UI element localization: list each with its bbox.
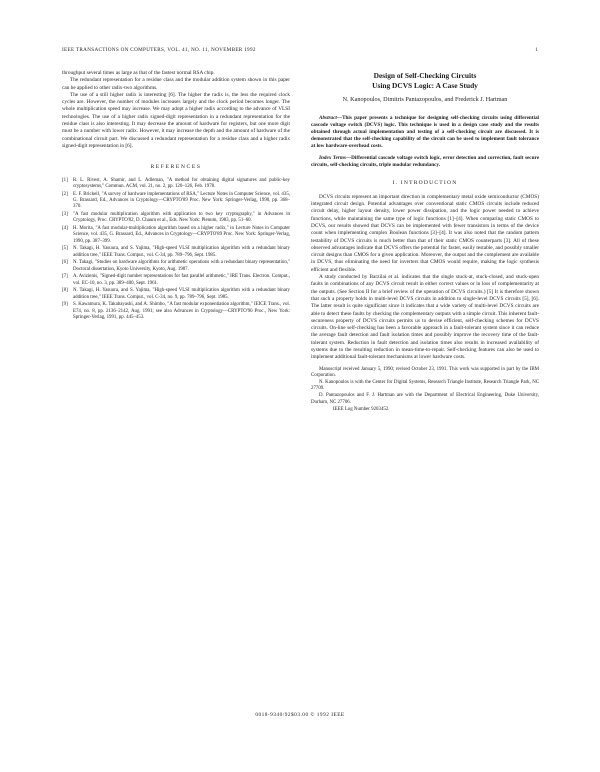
intro-paragraph: A study conducted by Barzilai et al. indicates that the single stuck-at, stuck-closed, and stuck-open faults in combinations of any DCVS circuit result in either correct values or in loss of complementarity at the outputs. (See Section II for a brief review of the operation of DCVS circuits.) [5] It is therefore shown that such a property holds in multi-level DCVS circuits in addition to single-level DCVS circuits [5], [6]. The latter result is quite significant since it indicates that a wide variety of multi-level DCVS circuits are able to detect these faults by checking the complementary outputs with a simple circuit. This inherent fault-secureness property of DCVS circuits permits us to devise efficient, self-checking schemes for DCVS circuits. On-line self-checking has been a favorable approach in a fault-tolerant system since it can reduce the average fault detection and fault isolation times and possibly improve the recovery time of the fault-tolerant system. Reduction in fault detection and isolation times also results in increased availability of systems due to the resulting reduction in mean-time-to-repair. Self-checking features can also be used to implement additional fault-tolerant mechanisms at lower hardware costs. [311,274,539,361]
reference-number: [8] [62,288,68,294]
reference-item [62,260,290,273]
abstract [311,115,539,150]
index-terms [311,155,539,169]
reference-item [62,288,290,301]
left-paragraph: The redundant representation for a residue class and the modular addition system shown in this paper can be applied to other radix-two algorithms. [62,77,290,91]
footnote: D. Pantazopoulos and F. J. Hartman are with the Department of Electrical Engineering, Duke University, Durham, NC 27706. [311,393,539,405]
reference-item [62,274,290,287]
reference-text: E. F. Brickell, "A survey of hardware implementations of RSA," Lecture Notes in Computer Science, vol. 435, G. Brassard, Ed., Advances in Cryptology—CRYPTO'89 Proc. New York: Springer-Verlag, 1990, pp. 368–370. [73,191,290,210]
reference-number: [7] [62,274,68,280]
reference-text: S. Kawamura, K. Takabayashi, and A. Shimbo, "A fast modular exponentiation algorithm," IEICE Trans., vol. E74, no. 8, pp. 2136–2142, Aug. 1991; see also Advances in Cryptology—CRYPTO'90 Proc., New York: Springer-Verlag, 1991, pp. 445–453. [73,302,290,321]
reference-number: [4] [62,225,68,231]
reference-text: A. Avizienis, "Signed-digit number representations for fast parallel arithmetic," IRE Trans. Electron. Comput., vol. EC-10, no. 3, pp. 389–400, Sept. 1961. [73,274,290,286]
left-paragraph: throughput several times as large as that of the fastest normal RSA chip. [62,70,215,76]
index-terms-label: Index Terms— [319,155,352,162]
reference-item [62,302,290,321]
footnote: N. Kanopoulos is with the Center for Digital Systems, Research Triangle Institute, Research Triangle Park, NC 27709. [311,380,539,392]
reference-text: N. Takagi, H. Yasuura, and S. Yajima, "High-speed VLSI multiplication algorithm with a redundant binary addition tree," IEEE Trans. Comput., vol. C-34, pp. 789–796, Sept. 1985. [73,246,290,258]
reference-item [62,246,290,259]
running-header [62,47,538,57]
paper-title-line: Using DCVS Logic: A Case Study [372,80,478,90]
reference-number: [6] [62,260,68,266]
page-number: 1 [535,47,538,53]
paper-title-line: Design of Self-Checking Circuits [373,71,477,80]
reference-item [62,192,290,211]
reference-number: [5] [62,246,68,252]
reference-number: [3] [62,211,68,217]
reference-number: [2] [62,191,68,197]
paper-title [311,71,539,90]
reference-text: H. Morita, "A fast modular-multiplication algorithm based on a higher radix," in Lecture Notes in Computer Science, vol. 435, G. Brassard, Ed., Advances in Cryptology—CRYPTO'89 Proc. New York: Springer-Verlag, 1990, pp. 387–399. [73,225,290,244]
ieee-log-number: IEEE Log Number 9203452. [333,406,390,412]
footnote: Manuscript received January 5, 1990; revised October 23, 1991. This work was supported in part by the IBM Corporation. [311,366,539,379]
left-column [62,70,290,323]
right-column [311,70,539,414]
footnotes [311,367,539,414]
reference-text: R. L. Rivest, A. Shamir, and L. Adleman, "A method for obtaining digital signatures and public-key cryptosystems," Commun. ACM, vol. 21, no. 2, pp. 120–126, Feb. 1978. [73,177,290,189]
reference-number: [9] [62,302,68,308]
reference-item [62,226,290,245]
section-heading: I. INTRODUCTION [392,180,458,187]
index-terms-text: Differential cascode voltage switch logic, error detection and correction, fault secure circuits, self-checking circuits, triple modular redundancy. [311,155,539,169]
left-paragraph: The use of a still higher radix is interesting [6]. The higher the radix is, the less the required clock cycles are. However, the number of modules increases largely and the clock period becomes longer. The whole multiplication speed may increase. We may adopt a higher radix according to the advance of VLSI technologies. The use of a higher radix signed-digit representation in a redundant representation for the residue class is also interesting. It may decrease the amount of hardware for registers, but one more digit must be a number with lower radix. However, it may increase the depth and the amount of hardware of the combinational circuit part. We discussed a redundant representation for a residue class and a higher radix signed-digit representation in [6]. [62,91,290,149]
reference-item [62,178,290,191]
reference-text: "A fast modular multiplication algorithm with application to two key cryptography," in Advances in Cryptology, Proc. CRYPTO'82, D. Chaum et al., Eds. New York: Plenum, 1983, pp. 51–60. [73,211,290,224]
reference-text: N. Takagi, "Studies on hardware algorithms for arithmetic operations with a redundant binary representation," Doctoral dissertation, Kyoto University, Kyoto, Aug. 1987. [73,260,290,272]
intro-paragraph: DCVS circuits represent an important direction in complementary metal oxide semiconductor (CMOS) integrated circuit design. Potential advantages over conventional static CMOS circuits include reduced circuit delay, higher layout density, lower power dissipation, and the logic power needed to achieve functions, while maintaining the same type of logic functions [1]–[4]. When comparing static CMOS to DCVS, our results showed that DCVS can be implemented with fewer transistors in terms of the device count when implementing complex Boolean functions [3]–[4]. It was also noted that the random pattern testability of DCVS circuits is much better than that of their static CMOS counterparts [3]. All of these observed advantages indicate that DCVS offers the potential for faster, easily testable, and possibly smaller circuit designs than CMOS for a given application. Moreover, the output and the complement are available in DCVS, thus eliminating the need for inverters that CMOS would require, making the logic synthesis efficient and flexible. [311,193,539,273]
paper-authors: N. Kanopoulos, Dimitris Pantazopoulos, and Frederick J. Hartman [342,96,508,104]
reference-text: N. Takagi, H. Yasuura, and S. Yajima, "High-speed VLSI multiplication algorithm with a redundant binary addition tree," IEEE Trans. Comput., vol. C-34, no. 9, pp. 789–796, Sept. 1985. [73,288,290,300]
copyright-footer: 0018-9340/92$03.00 © 1992 IEEE [255,712,345,718]
abstract-text: This paper presents a technique for designing self-checking circuits using differential cascode voltage switch (DCVS) logic. This technique is used in a design case study and the results obtained through actual implementation and testing of a self-checking circuit are discussed. It is demonstrated that the self-checking capability of the circuit can be used to implement fault tolerance at low hardware-overhead costs. [311,115,539,150]
reference-item [62,212,290,225]
references-heading: REFERENCES [150,164,202,171]
abstract-label: Abstract— [319,115,343,122]
journal-header: IEEE TRANSACTIONS ON COMPUTERS, VOL. 41, NO. 11, NOVEMBER 1992 [62,47,256,53]
reference-number: [1] [62,177,68,183]
